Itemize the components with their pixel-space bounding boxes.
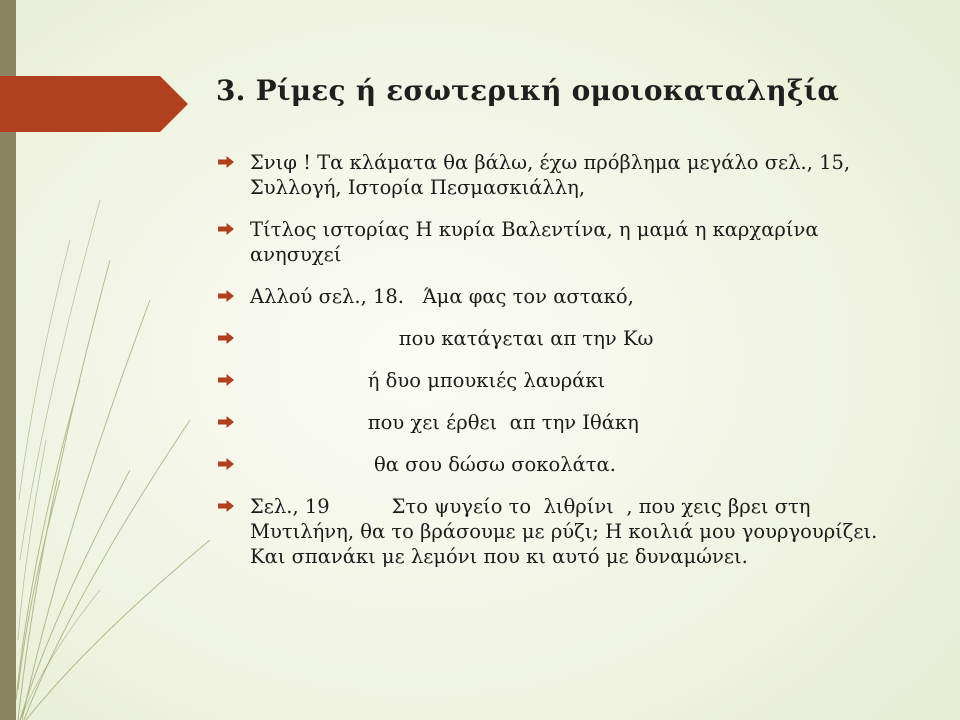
arrow-right-icon (218, 500, 234, 512)
arrow-right-icon (218, 156, 234, 168)
bullet-item (216, 452, 906, 477)
bullet-text: Σνιφ ! Τα κλάματα θα βάλω, έχω πρόβλημα μεγάλο σελ., 15, Συλλογή, Ιστορία Πεσμασκιάλλη, (250, 151, 857, 199)
bullet-text: Αλλού σελ., 18. Άμα φας τον αστακό, (250, 285, 634, 308)
bullet-item (216, 410, 906, 435)
arrow-right-icon (218, 416, 234, 428)
bullet-text: Σελ., 19 Στο ψυγείο το λιθρίνι , που χεις βρει στη Μυτιλήνη, θα το βράσουμε με ρύζι; Η κοιλιά μου γουργουρίζει. Και σπανάκι με λεμόνι που κι αυτό με δυναμώνει. (250, 495, 884, 568)
bullet-item (216, 326, 906, 351)
arrow-right-icon (218, 332, 234, 344)
arrow-right-icon (218, 223, 234, 235)
bullet-text: θα σου δώσω σοκολάτα. (250, 453, 616, 476)
bullet-list (216, 150, 906, 586)
bullet-text: που κατάγεται απ την Κω (250, 327, 654, 350)
bullet-text: που χει έρθει απ την Ιθάκη (250, 411, 639, 434)
bullet-text: Τίτλος ιστορίας Η κυρία Βαλεντίνα, η μαμά η καρχαρίνα ανησυχεί (250, 218, 825, 266)
arrow-right-icon (218, 374, 234, 386)
bullet-text: ή δυο μπουκιές λαυράκι (250, 369, 606, 392)
arrow-right-icon (218, 458, 234, 470)
bullet-item (216, 217, 906, 267)
bullet-item (216, 150, 906, 200)
bullet-item (216, 368, 906, 393)
arrow-right-icon (218, 290, 234, 302)
bullet-item (216, 284, 906, 309)
title-accent-arrow (0, 76, 188, 132)
slide-title: 3. Ρίμες ή εσωτερική ομοιοκαταληξία (216, 74, 840, 107)
bullet-item (216, 494, 906, 569)
